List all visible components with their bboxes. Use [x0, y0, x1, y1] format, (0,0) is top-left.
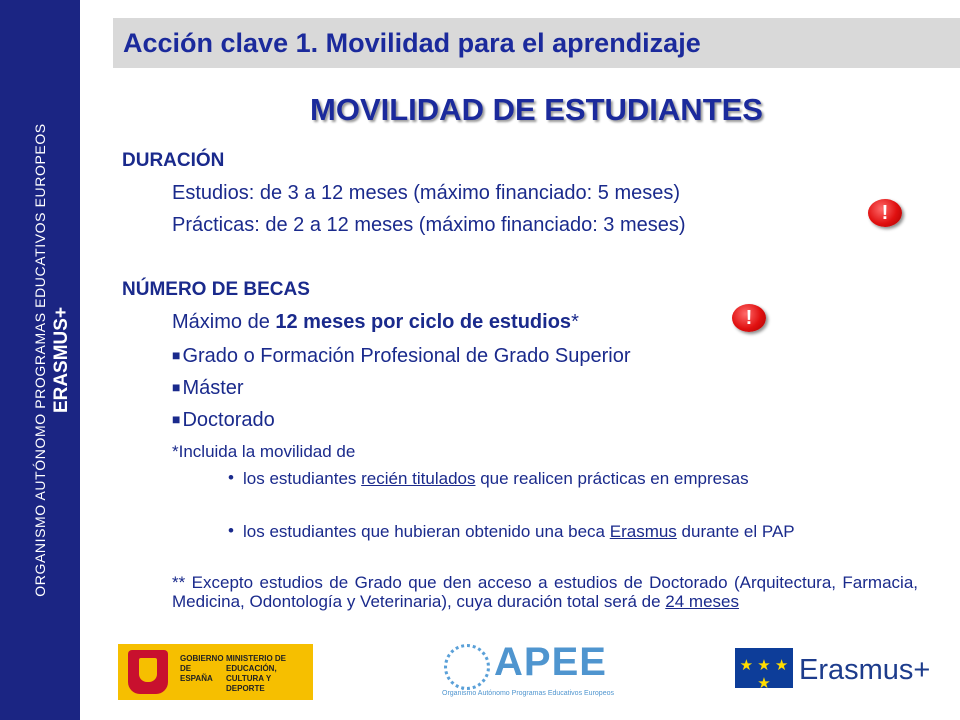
bullet-dot-icon: •	[228, 468, 234, 487]
title-bar	[113, 18, 960, 68]
square-bullet-icon: ■	[172, 411, 181, 427]
warning-icon: !	[732, 304, 766, 332]
becas-label: NÚMERO DE BECAS	[122, 279, 310, 300]
becas-note: *Incluida la movilidad de	[172, 442, 356, 461]
sidebar	[0, 0, 80, 720]
becas-max-prefix: Máximo de	[172, 311, 276, 333]
becas-max-suffix: *	[571, 311, 579, 333]
apee-text: APEE	[494, 640, 607, 684]
list-item: ■ Máster	[172, 377, 244, 399]
becas-max	[172, 311, 579, 334]
gobierno-text: GOBIERNO DE ESPAÑA	[180, 654, 224, 683]
stars-ring-icon	[444, 644, 490, 690]
footnote: ** Excepto estudios de Grado que den acceso a estudios de Doctorado (Arquitectura, Farmacia, Medicina, Odontología y Veterinaria), cuya duración total será de 24 meses	[172, 573, 918, 611]
apee-subtitle: Organismo Autónomo Programas Educativos Europeos	[442, 690, 614, 697]
gobierno-logo	[118, 644, 313, 700]
page-heading: MOVILIDAD DE ESTUDIANTES	[310, 92, 763, 127]
eu-flag-icon: ★ ★ ★ ★	[735, 648, 793, 688]
sidebar-org-text: ORGANISMO AUTÓNOMO PROGRAMAS EDUCATIVOS EUROPEOS	[32, 123, 48, 597]
slide-title: Acción clave 1. Movilidad para el aprendizaje	[123, 28, 701, 58]
note-bullet-2: los estudiantes que hubieran obtenido una beca Erasmus durante el PAP	[243, 522, 795, 541]
erasmus-logo	[735, 648, 935, 692]
warning-icon: !	[868, 199, 902, 227]
duracion-practicas: Prácticas: de 2 a 12 meses (máximo financiado: 3 meses)	[172, 214, 686, 236]
square-bullet-icon: ■	[172, 347, 181, 363]
duracion-estudios: Estudios: de 3 a 12 meses (máximo financiado: 5 meses)	[172, 182, 681, 204]
apee-logo	[440, 640, 640, 702]
list-item: ■ Doctorado	[172, 409, 275, 431]
note-bullet-1: los estudiantes recién titulados que realicen prácticas en empresas	[243, 469, 749, 488]
sidebar-program-text: ERASMUS+	[51, 306, 72, 414]
list-item: ■ Grado o Formación Profesional de Grado Superior	[172, 345, 631, 367]
duracion-label: DURACIÓN	[122, 150, 225, 171]
becas-max-bold: 12 meses por ciclo de estudios	[275, 311, 572, 333]
erasmus-text: Erasmus+	[799, 654, 931, 686]
bullet-dot-icon: •	[228, 521, 234, 540]
square-bullet-icon: ■	[172, 379, 181, 395]
ministerio-text: MINISTERIO DE EDUCACIÓN, CULTURA Y DEPORTE	[226, 654, 287, 693]
coat-of-arms-icon	[128, 650, 168, 694]
